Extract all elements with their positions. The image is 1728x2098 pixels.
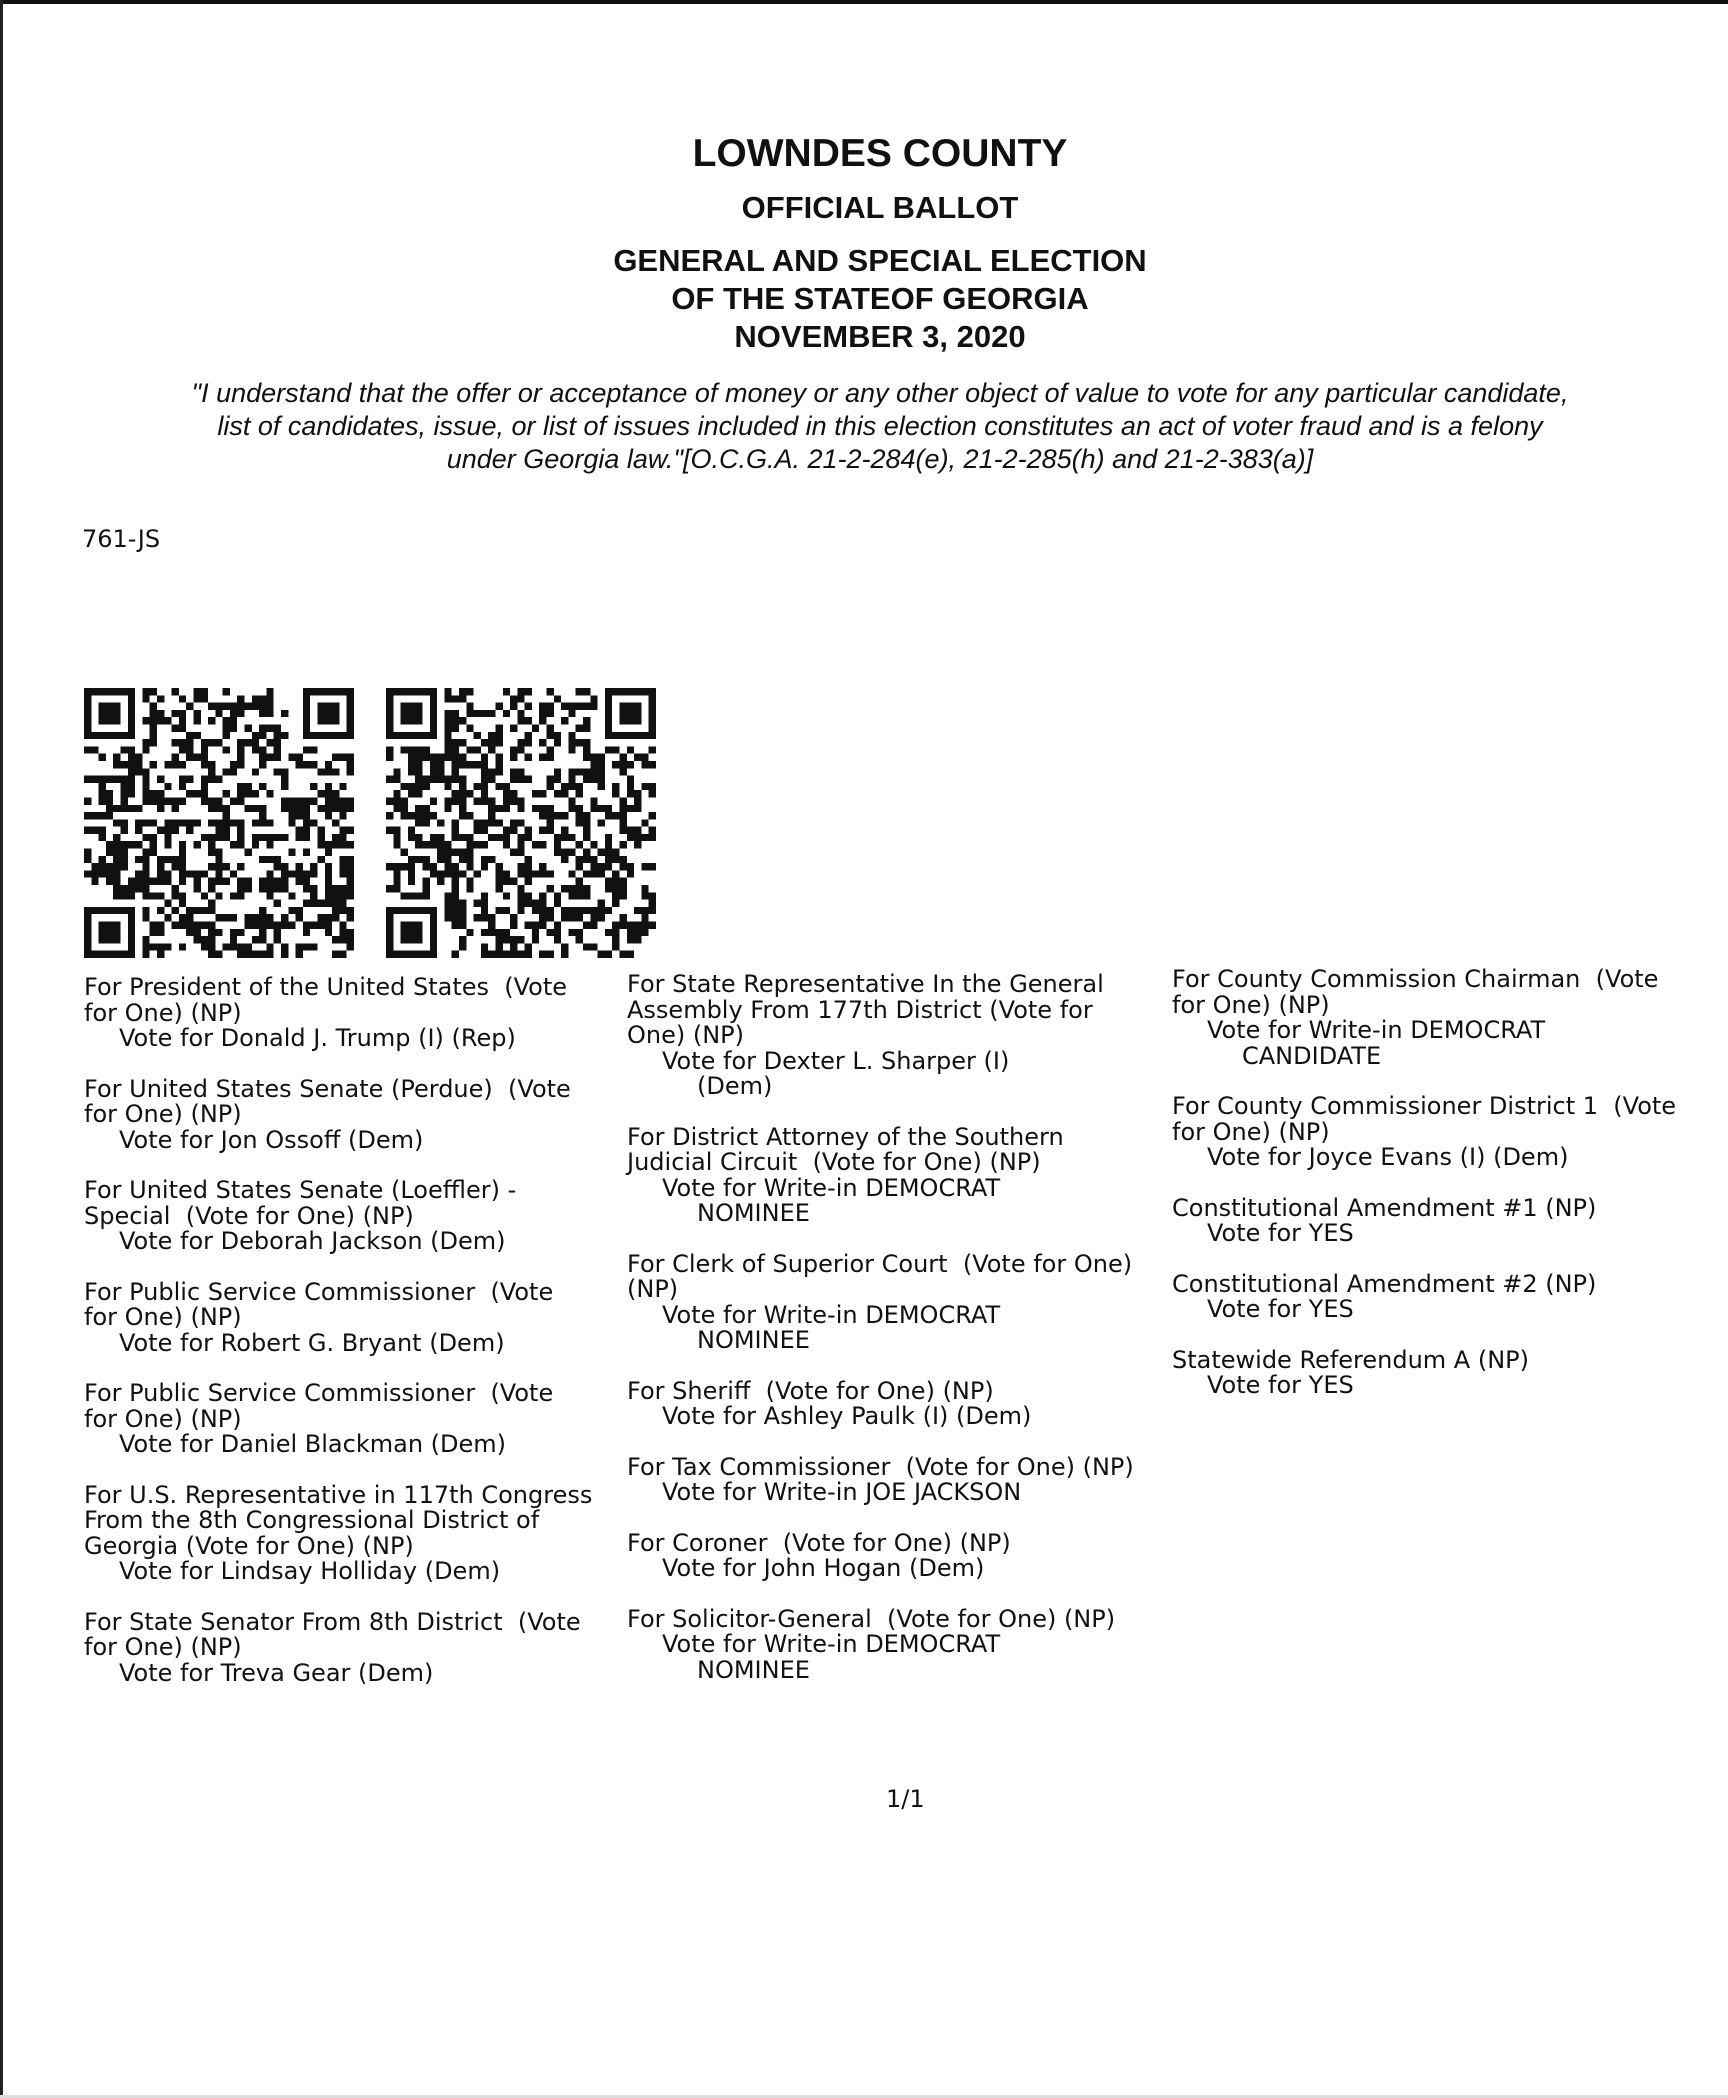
contest-block: [627, 1452, 1167, 1506]
county-title: LOWNDES COUNTY: [692, 132, 1068, 175]
contest-block: [627, 972, 1167, 1100]
contest-title-line: For District Attorney of the Southern: [627, 1122, 1064, 1151]
vote-selection-line: Vote for Jon Ossoff (Dem): [119, 1125, 424, 1154]
vote-selection-line: Vote for Lindsay Holliday (Dem): [119, 1557, 501, 1585]
election-title: [0, 242, 1728, 356]
contest-title-line: for One) (NP): [1172, 990, 1330, 1019]
contest-title-line: For Public Service Commissioner (Vote: [84, 1379, 554, 1407]
vote-selection-line: NOMINEE: [697, 1326, 810, 1354]
election-line-2: OF THE STATEOF GEORGIA: [671, 281, 1089, 316]
contest-title-line: For County Commission Chairman (Vote: [1172, 965, 1659, 993]
election-line-1: GENERAL AND SPECIAL ELECTION: [613, 243, 1147, 278]
scan-top-edge: [0, 0, 1728, 4]
contest-title-line: For Sheriff (Vote for One) (NP): [627, 1376, 994, 1405]
contest-block: [84, 975, 624, 1052]
contest-title-line: For Tax Commissioner (Vote for One) (NP): [627, 1452, 1134, 1481]
contest-title-line: For Public Service Commissioner (Vote: [84, 1277, 554, 1306]
contest-block: [627, 1376, 1167, 1430]
contest-block: [627, 1249, 1167, 1354]
contest-column-3: [1172, 967, 1728, 1424]
contest-block: [84, 1480, 624, 1585]
contest-block: [84, 1074, 624, 1154]
vote-selection-line: Vote for Dexter L. Sharper (I): [662, 1046, 1010, 1075]
contest-title-line: Judicial Circuit (Vote for One) (NP): [627, 1148, 1041, 1176]
contest-title-line: For President of the United States (Vote: [84, 973, 568, 1001]
vote-selection-line: Vote for John Hogan (Dem): [662, 1554, 985, 1582]
contest-block: [84, 1277, 624, 1357]
contest-block: [1172, 967, 1728, 1069]
contest-title-line: For United States Senate (Loeffler) -: [84, 1176, 517, 1204]
contest-title-line: Georgia (Vote for One) (NP): [84, 1531, 414, 1560]
vote-selection-line: NOMINEE: [697, 1655, 810, 1684]
page-number: 1/1: [886, 1785, 925, 1813]
vote-selection-line: (Dem): [697, 1072, 773, 1100]
contest-title-line: For State Representative In the General: [627, 970, 1104, 998]
contest-block: [84, 1178, 624, 1255]
election-date: NOVEMBER 3, 2020: [734, 319, 1026, 354]
vote-selection-line: CANDIDATE: [1242, 1041, 1382, 1070]
contest-column-1: [84, 975, 624, 1711]
contest-block: [84, 1381, 624, 1458]
contest-block: [1172, 1269, 1728, 1323]
oath-line-1: "I understand that the offer or acceptance of money or any other object of value to vote for any particular candidate,: [191, 378, 1569, 408]
contest-title-line: for One) (NP): [84, 1303, 242, 1331]
contest-title-line: For U.S. Representative in 117th Congress: [84, 1480, 593, 1509]
contest-title-line: Constitutional Amendment #2 (NP): [1172, 1269, 1597, 1298]
contest-title-line: For Clerk of Superior Court (Vote for One): [627, 1249, 1133, 1278]
contest-title-line: Constitutional Amendment #1 (NP): [1172, 1193, 1597, 1222]
contest-title-line: for One) (NP): [84, 998, 242, 1027]
contest-block: [84, 1607, 624, 1687]
oath-line-2: list of candidates, issue, or list of issues included in this election constitutes an act of voter fraud and is a felony: [217, 411, 1543, 441]
vote-selection-line: Vote for Write-in DEMOCRAT: [662, 1300, 1001, 1329]
qr-code-1: [84, 688, 354, 958]
ballot-header: [0, 130, 1728, 356]
contest-block: [1172, 1094, 1728, 1171]
vote-selection-line: NOMINEE: [697, 1199, 810, 1227]
contest-title-line: For United States Senate (Perdue) (Vote: [84, 1074, 571, 1103]
qr-code-2: [386, 688, 656, 958]
contest-block: [1172, 1345, 1728, 1399]
contest-title-line: From the 8th Congressional District of: [84, 1506, 540, 1534]
contest-block: [627, 1122, 1167, 1227]
contest-title-line: For Coroner (Vote for One) (NP): [627, 1528, 1011, 1557]
vote-selection-line: Vote for Deborah Jackson (Dem): [119, 1227, 506, 1255]
contest-title-line: For Solicitor-General (Vote for One) (NP): [627, 1604, 1116, 1633]
ballot-type: OFFICIAL BALLOT: [741, 190, 1019, 225]
vote-selection-line: Vote for YES: [1207, 1295, 1354, 1323]
contest-title-line: Assembly From 177th District (Vote for: [627, 995, 1093, 1024]
vote-selection-line: Vote for Donald J. Trump (I) (Rep): [119, 1024, 516, 1052]
contest-title-line: For County Commissioner District 1 (Votе: [1172, 1092, 1677, 1120]
contest-title-line: for One) (NP): [84, 1100, 242, 1128]
contest-title-line: For State Senator From 8th District (Vote: [84, 1607, 581, 1636]
contest-block: [627, 1528, 1167, 1582]
vote-selection-line: Vote for Daniel Blackman (Dem): [119, 1430, 507, 1458]
contest-block: [1172, 1193, 1728, 1247]
vote-selection-line: Vote for Joyce Evans (I) (Dem): [1207, 1143, 1569, 1171]
contest-title-line: for One) (NP): [1172, 1117, 1330, 1146]
vote-selection-line: Vote for Write-in JOE JACKSON: [662, 1478, 1022, 1506]
vote-selection-line: Vote for YES: [1207, 1219, 1354, 1247]
contest-title-line: (NP): [627, 1275, 679, 1303]
vote-selection-line: Vote for Treva Gear (Dem): [119, 1658, 434, 1687]
contest-title-line: for One) (NP): [84, 1404, 242, 1433]
vote-selection-line: Vote for Write-in DEMOCRAT: [662, 1173, 1001, 1202]
contest-title-line: One) (NP): [627, 1021, 745, 1049]
contest-block: [627, 1604, 1167, 1684]
contest-title-line: Special (Vote for One) (NP): [84, 1201, 414, 1230]
vote-selection-line: Vote for Robert G. Bryant (Dem): [119, 1328, 505, 1357]
vote-selection-line: Vote for YES: [1207, 1371, 1354, 1399]
vote-selection-line: Vote for Ashley Paulk (I) (Dem): [662, 1402, 1032, 1430]
contest-column-2: [627, 972, 1167, 1708]
contest-title-line: Statewide Referendum A (NP): [1172, 1345, 1529, 1374]
oath-line-3: under Georgia law."[O.C.G.A. 21-2-284(e), 21-2-285(h) and 21-2-383(a)]: [446, 444, 1314, 474]
vote-selection-line: Vote for Write-in DEMOCRAT: [1207, 1016, 1546, 1044]
ballot-style-code: 761-JS: [82, 525, 161, 553]
vote-selection-line: Vote for Write-in DEMOCRAT: [662, 1630, 1001, 1658]
voter-fraud-oath: [80, 377, 1680, 476]
contest-title-line: for One) (NP): [84, 1633, 242, 1661]
